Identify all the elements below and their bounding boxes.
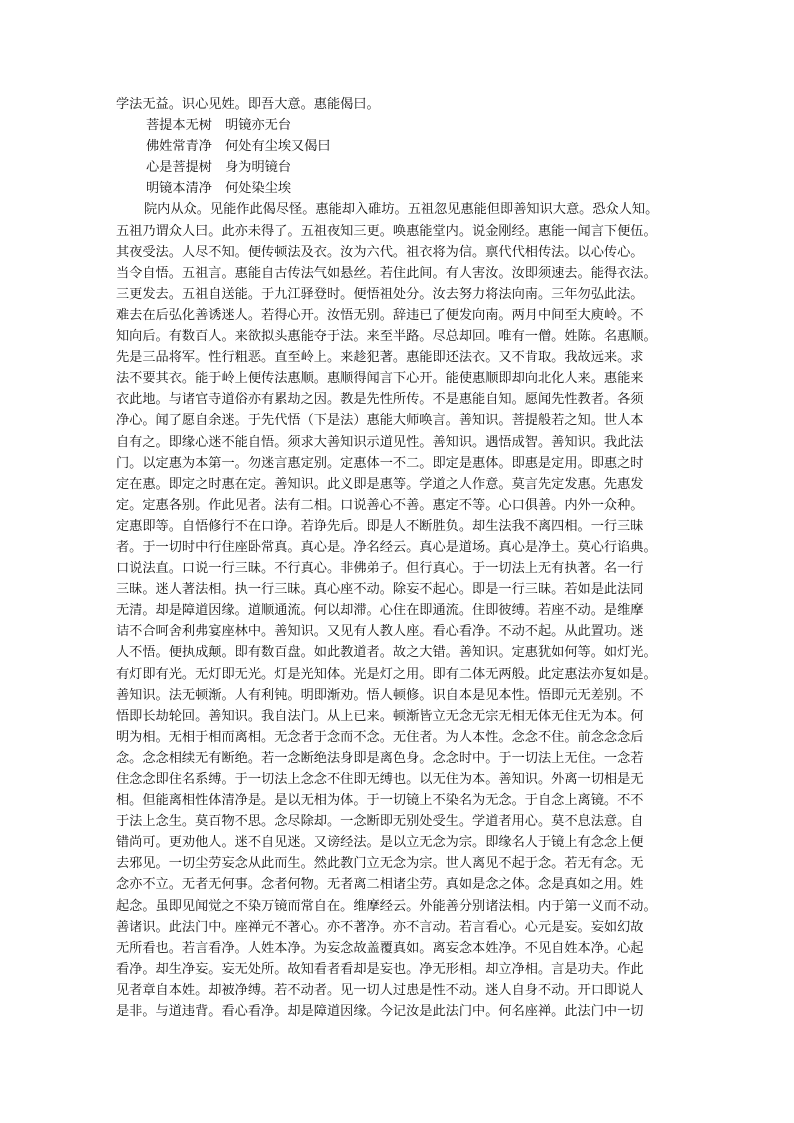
text-line: 于法上念生。莫百物不思。念尽除却。一念断即无别处受生。学道者用心。莫不息法意。自 <box>116 814 644 830</box>
text-line: 门。以定惠为本第一。勿迷言惠定别。定惠体一不二。即定是惠体。即惠是定用。即惠之时 <box>116 455 644 471</box>
text-line: 相。但能离相性体清净是。是以无相为体。于一切镜上不染名为无念。于自念上离镜。不不 <box>116 793 644 809</box>
text-line: 法不要其衣。能于岭上便传法惠顺。惠顺得闻言下心开。能使惠顺即却向北化人来。惠能来 <box>116 371 644 387</box>
text-line: 去邪见。一切尘劳妄念从此而生。然此教门立无念为宗。世人离见不起于念。若无有念。无 <box>116 856 644 872</box>
text-line: 其夜受法。人尽不知。便传顿法及衣。汝为六代。祖衣将为信。禀代代相传法。以心传心。 <box>116 244 644 260</box>
text-line: 人不悟。便执成颠。即有数百盘。如此教道者。故之大错。善知识。定惠犹如何等。如灯光。 <box>116 645 657 661</box>
text-line: 三更发去。五祖自送能。于九江驿登时。便悟祖处分。汝去努力将法向南。三年勿弘此法。 <box>116 286 644 302</box>
text-line: 定惠即等。自悟修行不在口诤。若诤先后。即是人不断胜负。却生法我不离四相。一行三昧 <box>116 518 644 534</box>
text-line: 定在惠。即定之时惠在定。善知识。此义即是惠等。学道之人作意。莫言先定发惠。先惠发 <box>116 476 644 492</box>
text-line: 是非。与道违背。看心看净。却是障道因缘。今记汝是此法门中。何名座禅。此法门中一切 <box>116 1004 644 1020</box>
text-line: 起念。虽即见闻觉之不染万镜而常自在。维摩经云。外能善分别诸法相。内于第一义而不动。 <box>116 898 657 914</box>
text-line: 难去在后弘化善诱迷人。若得心开。汝悟无别。辞违已了便发向南。两月中间至大庾岭。不 <box>116 307 644 323</box>
text-line: 衣此地。与诸官寺道俗亦有累劫之因。教是先性所传。不是惠能自知。愿闻先性教者。各须 <box>116 392 644 408</box>
text-line: 诘不合呵舍利弗宴座林中。善知识。又见有人教人座。看心看净。不动不起。从此置功。迷 <box>116 624 644 640</box>
text-line: 念亦不立。无者无何事。念者何物。无者离二相诸尘劳。真如是念之体。念是真如之用。姓 <box>116 877 644 893</box>
text-line: 念。念念相续无有断绝。若一念断绝法身即是离色身。念念时中。于一切法上无住。一念若 <box>116 750 644 766</box>
text-line: 三昧。迷人著法相。执一行三昧。真心座不动。除妄不起心。即是一行三昧。若如是此法同 <box>116 582 644 598</box>
text-line: 当令自悟。五祖言。惠能自古传法气如悬丝。若住此间。有人害汝。汝即须速去。能得衣法。 <box>116 265 657 281</box>
text-line: 净心。闻了愿自余迷。于先代悟（下是法）惠能大师唤言。善知识。菩提般若之知。世人本 <box>116 413 644 429</box>
text-line: 住念念即住名系缚。于一切法上念念不住即无缚也。以无住为本。善知识。外离一切相是无 <box>116 772 644 787</box>
text-line: 善诸识。此法门中。座禅元不著心。亦不著净。亦不言动。若言看心。心元是妄。妄如幻故 <box>116 919 644 935</box>
verse-line: 心是菩提树 身为明镜台 <box>146 160 292 176</box>
text-line: 院内从众。见能作此偈尽怪。惠能却入碓坊。五祖忽见惠能但即善知识大意。恐众人知。 <box>144 202 659 218</box>
text-line: 悟即长劫轮回。善知识。我自法门。从上已来。顿渐皆立无念无宗无相无体无住无为本。何 <box>116 708 644 724</box>
text-line: 五祖乃谓众人曰。此亦未得了。五祖夜知三更。唤惠能堂内。说金刚经。惠能一闻言下便伍。 <box>116 223 657 239</box>
verse-line: 菩提本无树 明镜亦无台 <box>146 118 292 134</box>
text-line: 明为相。无相于相而离相。无念者于念而不念。无住者。为人本性。念念不住。前念念念后 <box>116 729 644 745</box>
text-line: 知向后。有数百人。来欲拟头惠能夺于法。来至半路。尽总却回。唯有一僧。姓陈。名惠顺。 <box>116 329 657 345</box>
verse-line: 佛姓常青净 何处有尘埃又偈曰 <box>146 139 331 155</box>
document-body <box>116 94 682 1022</box>
text-line: 者。于一切时中行住座卧常真。真心是。净名经云。真心是道场。真心是净土。莫心行谄典。 <box>116 539 657 555</box>
text-line: 学法无益。识心见姓。即吾大意。惠能偈曰。 <box>116 97 380 112</box>
text-line: 善知识。法无顿渐。人有利钝。明即渐劝。悟人顿修。识自本是见本性。悟即元无差别。不 <box>116 687 644 703</box>
text-line: 看净。却生净妄。妄无处所。故知看者看却是妄也。净无形相。却立净相。言是功夫。作此 <box>116 961 644 977</box>
text-line: 无所看也。若言看净。人姓本净。为妄念故盖覆真如。离妄念本姓净。不见自姓本净。心起 <box>116 940 644 956</box>
text-line: 口说法直。口说一行三昧。不行真心。非佛弟子。但行真心。于一切法上无有执著。名一行 <box>116 561 644 577</box>
text-line: 定。定惠各别。作此见者。法有二相。口说善心不善。惠定不等。心口俱善。内外一众种。 <box>116 497 644 513</box>
text-line: 自有之。即缘心迷不能自悟。须求大善知识示道见性。善知识。遇悟成智。善知识。我此法 <box>116 434 644 450</box>
verse-line: 明镜本清净 何处染尘埃 <box>146 181 292 197</box>
text-line: 见者章自本姓。却被净缚。若不动者。见一切人过患是性不动。迷人自身不动。开口即说人 <box>116 982 644 998</box>
text-line: 无清。却是障道因缘。道顺通流。何以却滞。心住在即通流。住即彼缚。若座不动。是维摩 <box>116 603 644 619</box>
text-line: 先是三品将军。性行粗恶。直至岭上。来趁犯著。惠能即还法衣。又不肯取。我故远来。求 <box>116 350 644 366</box>
text-line: 错尚可。更劝他人。迷不自见迷。又谤经法。是以立无念为宗。即缘名人于镜上有念念上便 <box>116 835 644 851</box>
text-line: 有灯即有光。无灯即无光。灯是光知体。光是灯之用。即有二体无两般。此定惠法亦复如是。 <box>116 666 657 682</box>
